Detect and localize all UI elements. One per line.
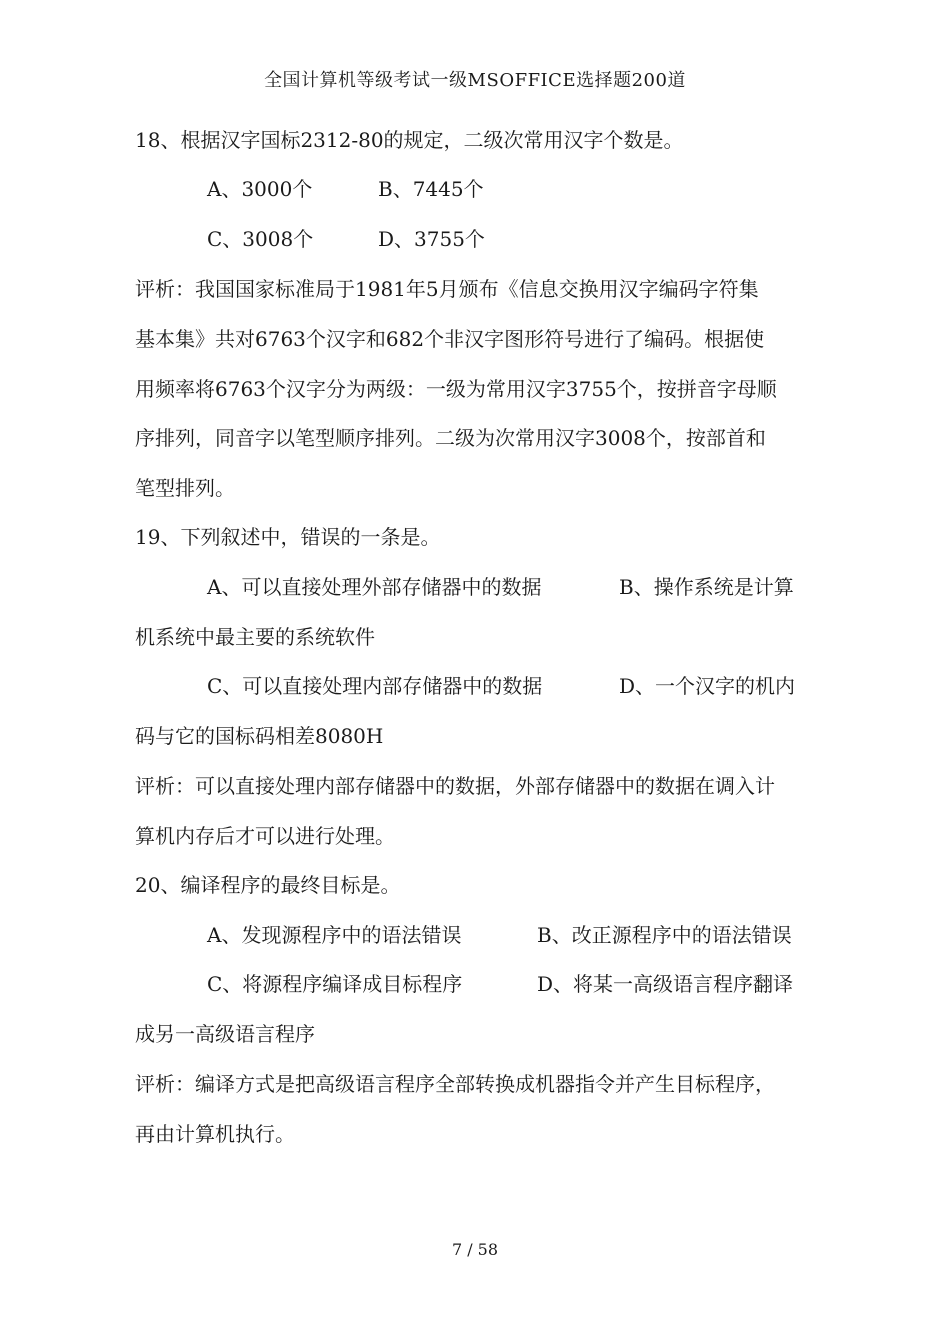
question-20-analysis-line: 评析：编译方式是把高级语言程序全部转换成机器指令并产生目标程序， (135, 1072, 775, 1096)
question-20-analysis-line: 再由计算机执行。 (135, 1122, 295, 1146)
question-20-option-d-continued: 成另一高级语言程序 (135, 1022, 315, 1046)
question-18-analysis-line: 序排列，同音字以笔型顺序排列。二级为次常用汉字3008个，按部首和 (135, 426, 766, 450)
question-19-option-d-continued: 码与它的国标码相差8080H (135, 724, 384, 748)
question-18-analysis-line: 基本集》共对6763个汉字和682个非汉字图形符号进行了编码。根据使 (135, 327, 765, 351)
question-20-option-c: C、将源程序编译成目标程序 (207, 972, 463, 996)
question-18-analysis-line: 笔型排列。 (135, 476, 235, 500)
question-19-option-c: C、可以直接处理内部存储器中的数据 (207, 674, 543, 698)
question-18-analysis-line: 用频率将6763个汉字分为两级：一级为常用汉字3755个，按拼音字母顺 (135, 377, 777, 401)
question-18-option-a: A、3000个 (207, 177, 313, 201)
question-18-stem: 18、根据汉字国标2312-80的规定，二级次常用汉字个数是。 (135, 128, 684, 152)
page-header: 全国计算机等级考试一级MSOFFICE选择题200道 (264, 70, 686, 91)
question-19-option-a: A、可以直接处理外部存储器中的数据 (207, 575, 542, 599)
question-18-analysis-line: 评析：我国国家标准局于1981年5月颁布《信息交换用汉字编码字符集 (135, 277, 759, 301)
question-20-option-a: A、发现源程序中的语法错误 (207, 923, 462, 947)
question-18-option-d: D、3755个 (378, 227, 485, 251)
question-19-analysis-line: 算机内存后才可以进行处理。 (135, 824, 395, 848)
question-20-stem: 20、编译程序的最终目标是。 (135, 873, 401, 897)
question-19-option-d: D、一个汉字的机内 (619, 674, 796, 698)
question-19-option-b: B、操作系统是计算 (619, 575, 794, 599)
question-18-option-c: C、3008个 (207, 227, 314, 251)
question-19-analysis-line: 评析：可以直接处理内部存储器中的数据，外部存储器中的数据在调入计 (135, 774, 775, 798)
question-18-option-b: B、7445个 (378, 177, 484, 201)
question-20-option-b: B、改正源程序中的语法错误 (537, 923, 792, 947)
question-20-option-d: D、将某一高级语言程序翻译 (537, 972, 794, 996)
page-number: 7 / 58 (451, 1240, 499, 1259)
question-19-stem: 19、下列叙述中，错误的一条是。 (135, 525, 441, 549)
question-19-option-b-continued: 机系统中最主要的系统软件 (135, 625, 375, 649)
